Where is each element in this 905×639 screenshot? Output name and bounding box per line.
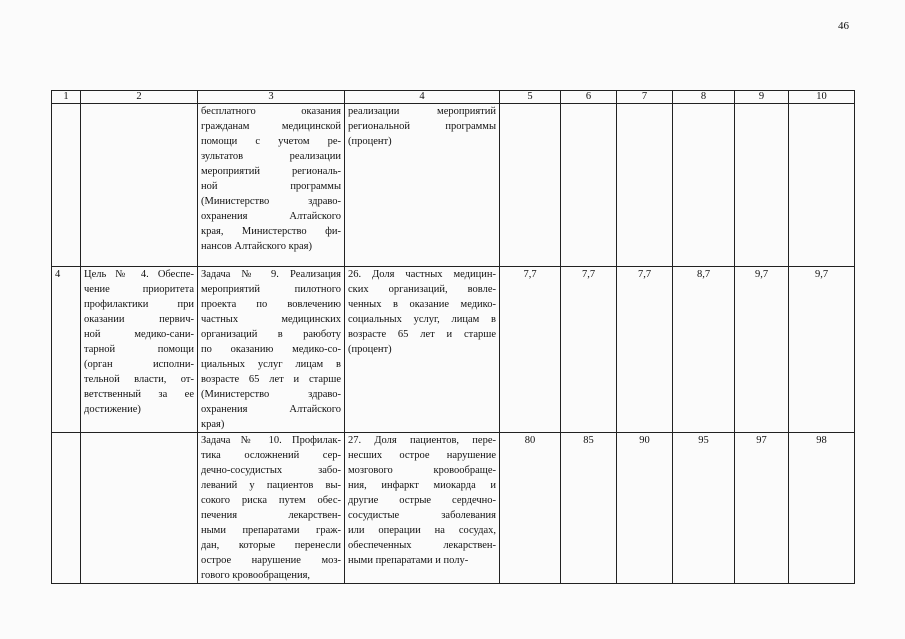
cell-line: или операции на сосудах,: [348, 525, 496, 536]
cell-line: Задача № 9. Реализация: [201, 269, 341, 280]
cell-line: гражданам медицинской: [201, 121, 341, 132]
task-cell: [198, 267, 345, 433]
cell-line: тарной помощи: [84, 344, 194, 355]
row-index-cell: 4: [52, 267, 81, 433]
cell-line: ских организаций, вовле-: [348, 284, 496, 295]
task-cell: [198, 104, 345, 267]
value-cell: [500, 104, 561, 267]
cell-line: печения лекарствен-: [201, 510, 341, 521]
cell-line: (процент): [348, 136, 392, 147]
cell-line: острое нарушение моз-: [201, 555, 341, 566]
value-cell: 95: [673, 433, 735, 584]
cell-line: несших острое нарушение: [348, 450, 496, 461]
header-cell: 9: [735, 91, 789, 104]
value-cell: 7,7: [561, 267, 617, 433]
cell-line: сокого риска путем обес-: [201, 495, 341, 506]
value-cell: 80: [500, 433, 561, 584]
cell-line: по оказанию медико-со-: [201, 344, 341, 355]
value-cell: 7,7: [617, 267, 673, 433]
value-cell: 98: [789, 433, 855, 584]
task-cell: [198, 433, 345, 584]
cell-line: (орган исполни-: [84, 359, 194, 370]
cell-line: ветственный за ее: [84, 389, 194, 400]
value-cell: 90: [617, 433, 673, 584]
cell-line: дечно-сосудистых забо-: [201, 465, 341, 476]
table-row: [52, 433, 855, 584]
header-cell: 5: [500, 91, 561, 104]
header-row: [52, 91, 855, 104]
indicator-cell: [345, 104, 500, 267]
cell-line: обеспеченных лекарствен-: [348, 540, 496, 551]
cell-line: (процент): [348, 344, 392, 355]
cell-line: 26. Доля частных медицин-: [348, 269, 496, 280]
value-cell: [789, 104, 855, 267]
cell-line: мероприятий региональ-: [201, 166, 341, 177]
cell-line: 27. Доля пациентов, пере-: [348, 435, 496, 446]
cell-line: ными препаратами граж-: [201, 525, 341, 536]
cell-line: охранения Алтайского: [201, 404, 341, 415]
header-cell: 2: [81, 91, 198, 104]
cell-line: региональной программы: [348, 121, 496, 132]
row-index-cell: [52, 104, 81, 267]
cell-line: мероприятий пилотного: [201, 284, 341, 295]
cell-line: сосудистые заболевания: [348, 510, 496, 521]
cell-line: другие острые сердечно-: [348, 495, 496, 506]
cell-line: достижение): [84, 404, 141, 415]
header-cell: 3: [198, 91, 345, 104]
indicator-cell: [345, 433, 500, 584]
header-cell: 4: [345, 91, 500, 104]
cell-line: возрасте 65 лет и старше: [201, 374, 341, 385]
cell-line: социальных услуг, лицам в: [348, 314, 496, 325]
cell-line: бесплатного оказания: [201, 106, 341, 117]
header-cell: 6: [561, 91, 617, 104]
indicator-cell: [345, 267, 500, 433]
cell-line: охранения Алтайского: [201, 211, 341, 222]
cell-line: чение приоритета: [84, 284, 194, 295]
cell-line: края): [201, 419, 225, 430]
header-cell: 7: [617, 91, 673, 104]
cell-line: помощи с учетом ре-: [201, 136, 341, 147]
cell-line: тика осложнений сер-: [201, 450, 341, 461]
cell-line: оказании первич-: [84, 314, 194, 325]
value-cell: 7,7: [500, 267, 561, 433]
row-index-cell: [52, 433, 81, 584]
value-cell: [673, 104, 735, 267]
cell-line: Цель № 4. Обеспе-: [84, 269, 194, 280]
indicators-table: [51, 90, 855, 584]
cell-line: (Министерство здраво-: [201, 389, 341, 400]
goal-cell: [81, 433, 198, 584]
header-cell: 10: [789, 91, 855, 104]
value-cell: [735, 104, 789, 267]
cell-line: организаций в раюботу: [201, 329, 341, 340]
cell-line: края, Министерство фи-: [201, 226, 341, 237]
cell-line: ными препаратами и полу-: [348, 555, 469, 566]
cell-line: частных медицинских: [201, 314, 341, 325]
cell-line: профилактики при: [84, 299, 194, 310]
cell-line: ной программы: [201, 181, 341, 192]
value-cell: [617, 104, 673, 267]
cell-line: леваний у пациентов вы-: [201, 480, 341, 491]
cell-line: циальных услуг лицам в: [201, 359, 341, 370]
value-cell: [561, 104, 617, 267]
goal-cell: [81, 267, 198, 433]
value-cell: 9,7: [735, 267, 789, 433]
value-cell: 85: [561, 433, 617, 584]
cell-line: ченных в оказание медико-: [348, 299, 496, 310]
table-row: [52, 104, 855, 267]
cell-line: зультатов реализации: [201, 151, 341, 162]
value-cell: 8,7: [673, 267, 735, 433]
cell-line: ния, инфаркт миокарда и: [348, 480, 496, 491]
cell-line: ной медико-сани-: [84, 329, 194, 340]
cell-line: проекта по вовлечению: [201, 299, 341, 310]
value-cell: 97: [735, 433, 789, 584]
header-cell: 8: [673, 91, 735, 104]
cell-line: дан, которые перенесли: [201, 540, 341, 551]
cell-line: реализации мероприятий: [348, 106, 496, 117]
cell-line: мозгового кровообраще-: [348, 465, 496, 476]
cell-line: Задача № 10. Профилак-: [201, 435, 341, 446]
page-number: 46: [838, 20, 849, 32]
cell-line: (Министерство здраво-: [201, 196, 341, 207]
cell-line: возрасте 65 лет и старше: [348, 329, 496, 340]
header-cell: 1: [52, 91, 81, 104]
cell-line: тельной власти, от-: [84, 374, 194, 385]
value-cell: 9,7: [789, 267, 855, 433]
cell-line: гового кровообращения,: [201, 570, 311, 581]
table-row: [52, 267, 855, 433]
goal-cell: [81, 104, 198, 267]
cell-line: нансов Алтайского края): [201, 241, 312, 252]
